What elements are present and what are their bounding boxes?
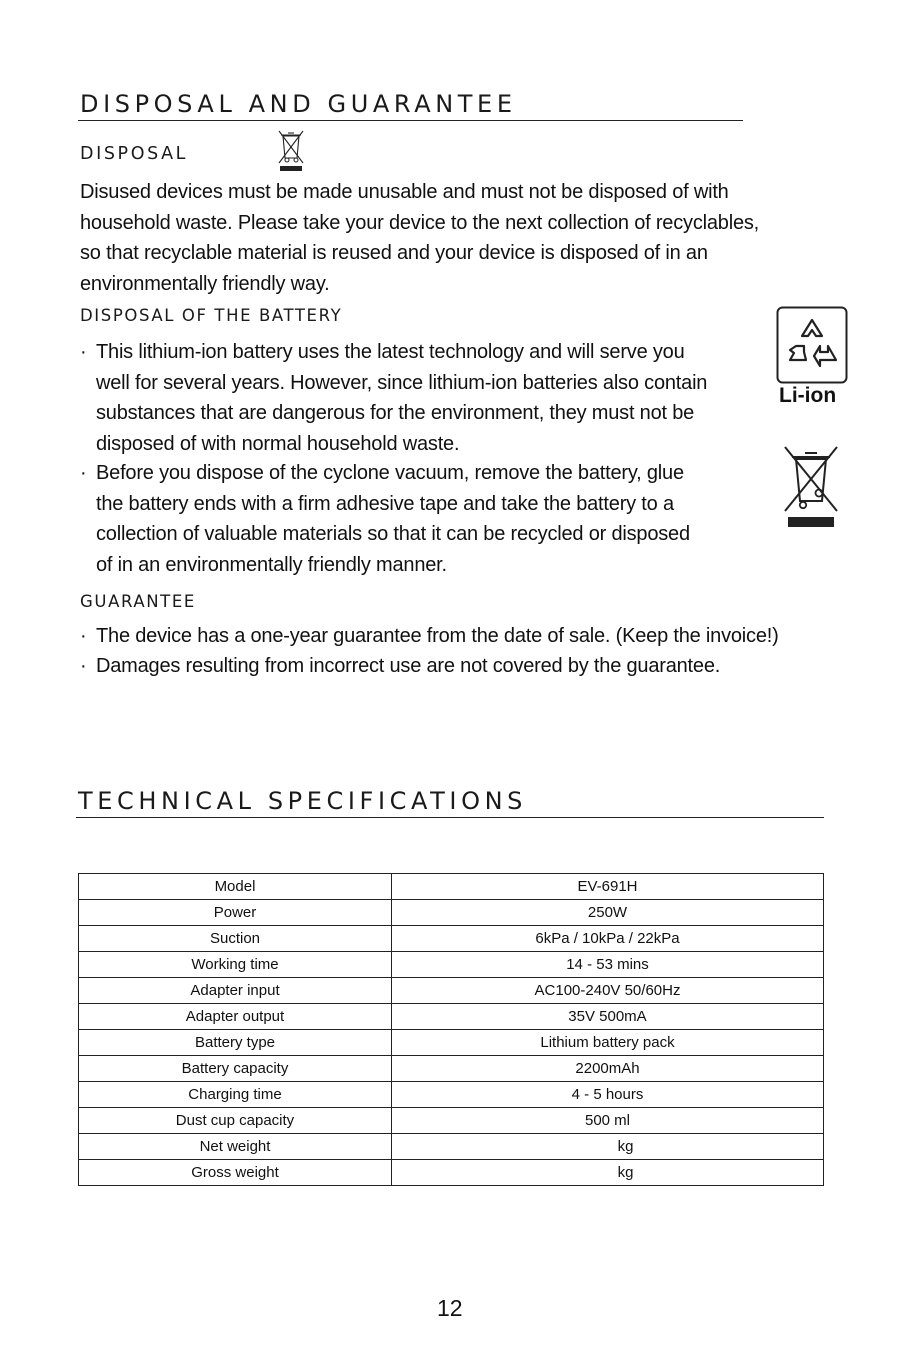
- guarantee-bullet: [80, 651, 840, 683]
- guarantee-bullet-text: Damages resulting from incorrect use are not covered by the guarantee.: [96, 655, 721, 677]
- disposal-paragraph: [80, 177, 759, 299]
- spec-value: 4 - 5 hours: [392, 1082, 824, 1108]
- table-row: [79, 978, 824, 1004]
- bullet-dot: ·: [80, 625, 87, 647]
- bullet-line: This lithium-ion battery uses the latest technology and will serve you: [96, 341, 685, 363]
- spec-value: kg: [392, 1134, 824, 1160]
- specs-title-underline: [76, 817, 824, 818]
- bullet-line: of in an environmentally friendly manner.: [96, 553, 447, 576]
- page-number: 12: [437, 1295, 463, 1321]
- spec-value: 250W: [392, 900, 824, 926]
- battery-bullet: [80, 337, 770, 461]
- technical-specifications-title: TECHNICAL SPECIFICATIONS: [78, 787, 527, 815]
- spec-value: Lithium battery pack: [392, 1030, 824, 1056]
- spec-label: Power: [79, 900, 392, 926]
- guarantee-bullet: [80, 621, 840, 653]
- spec-label: Charging time: [79, 1082, 392, 1108]
- table-row: [79, 952, 824, 978]
- table-row: [79, 1004, 824, 1030]
- spec-value: 35V 500mA: [392, 1004, 824, 1030]
- disposal-line: environmentally friendly way.: [80, 272, 330, 295]
- battery-disposal-heading: DISPOSAL OF THE BATTERY: [80, 306, 343, 325]
- table-row: [79, 1056, 824, 1082]
- bullet-line: the battery ends with a firm adhesive tape and take the battery to a: [96, 492, 674, 515]
- table-row: [79, 1082, 824, 1108]
- table-row: [79, 1108, 824, 1134]
- guarantee-heading: GUARANTEE: [80, 592, 196, 611]
- spec-label: Suction: [79, 926, 392, 952]
- disposal-line: so that recyclable material is reused and your device is disposed of in an: [80, 242, 708, 264]
- liion-recycle-badge: [776, 306, 848, 410]
- liion-label: Li-ion: [779, 384, 837, 407]
- spec-label: Dust cup capacity: [79, 1108, 392, 1134]
- table-row: [79, 1134, 824, 1160]
- disposal-line: household waste. Please take your device to the next collection of recyclables,: [80, 211, 760, 234]
- spec-value: 14 - 53 mins: [392, 952, 824, 978]
- disposal-guarantee-title: DISPOSAL AND GUARANTEE: [80, 90, 517, 118]
- spec-label: Battery capacity: [79, 1056, 392, 1082]
- spec-label: Net weight: [79, 1134, 392, 1160]
- crossed-out-wheelie-bin-icon: [781, 443, 841, 529]
- spec-value: 500 ml: [392, 1108, 824, 1134]
- spec-label: Adapter output: [79, 1004, 392, 1030]
- disposal-line: Disused devices must be made unusable and must not be disposed of with: [80, 181, 729, 203]
- bullet-line: collection of valuable materials so that it can be recycled or disposed: [96, 523, 690, 545]
- spec-label: Working time: [79, 952, 392, 978]
- spec-value: EV-691H: [392, 874, 824, 900]
- recycle-icon: [776, 306, 848, 384]
- bullet-dot: ·: [80, 655, 87, 677]
- disposal-heading: DISPOSAL: [80, 144, 189, 164]
- spec-label: Battery type: [79, 1030, 392, 1056]
- bullet-line: substances that are dangerous for the environment, they must not be: [96, 402, 695, 424]
- bullet-line: well for several years. However, since lithium-ion batteries also contain: [96, 371, 708, 394]
- bullet-line: disposed of with normal household waste.: [96, 432, 460, 455]
- spec-value: 6kPa / 10kPa / 22kPa: [392, 926, 824, 952]
- battery-bullet: [80, 458, 770, 582]
- spec-value: AC100-240V 50/60Hz: [392, 978, 824, 1004]
- specifications-table: [78, 873, 824, 1186]
- table-row: [79, 926, 824, 952]
- bullet-line: Before you dispose of the cyclone vacuum, remove the battery, glue: [96, 462, 684, 484]
- table-row: [79, 1160, 824, 1186]
- crossed-out-wheelie-bin-icon: [276, 128, 306, 172]
- bullet-dot: ·: [80, 341, 87, 363]
- spec-value: 2200mAh: [392, 1056, 824, 1082]
- table-row: [79, 1030, 824, 1056]
- spec-label: Gross weight: [79, 1160, 392, 1186]
- title-underline: [78, 120, 743, 121]
- bullet-dot: ·: [80, 462, 87, 484]
- spec-label: Adapter input: [79, 978, 392, 1004]
- guarantee-bullet-text: The device has a one-year guarantee from the date of sale. (Keep the invoice!): [96, 625, 779, 647]
- spec-value: kg: [392, 1160, 824, 1186]
- spec-label: Model: [79, 874, 392, 900]
- table-row: [79, 874, 824, 900]
- table-row: [79, 900, 824, 926]
